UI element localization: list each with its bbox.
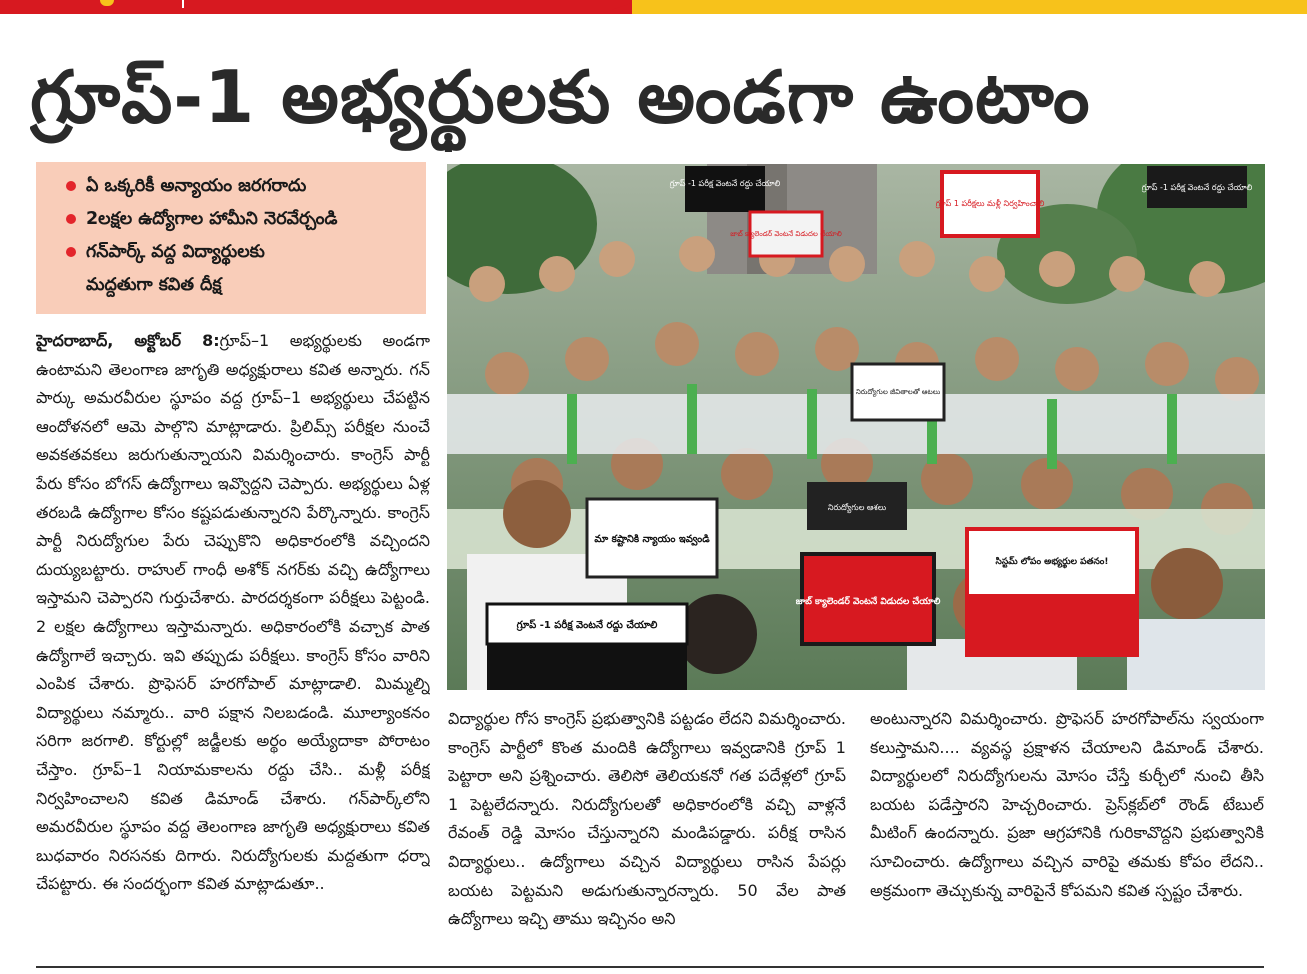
article-column-1	[36, 327, 430, 955]
highlights-box	[36, 162, 426, 314]
highlight-text: మద్దతుగా కవిత దీక్ష	[86, 275, 222, 295]
placard-text: నిరుద్యోగుల జీవితాలతో ఆటలు	[855, 388, 941, 396]
highlight-text: గన్‌పార్క్ వద్ద విద్యార్థులకు	[86, 242, 265, 262]
article-text: అంటున్నారని విమర్శించారు. ప్రొఫెసర్ హరగోపాల్‌ను స్వయంగా కలుస్తామని.... వ్యవస్థ ప్రక్షాళన చేయాలని డిమాండ్ చేశారు. విద్యార్థులలో నిరుద్యోగులను మోసం చేస్తే కుర్చీలో నుంచి తీసి బయట పడేస్తారని హెచ్చరించారు. ప్రెస్‌క్లబ్‌లో రౌండ్ టేబుల్ మీటింగ్ ఉందన్నారు. ప్రజా ఆగ్రహానికి గురికావొద్దని ప్రభుత్వానికి సూచించారు. ఉద్యోగాలు వచ్చిన వారిపై తమకు కోపం లేదని.. అక్రమంగా తెచ్చుకున్న వారిపైనే కోపమని కవిత స్పష్టం చేశారు.	[870, 709, 1264, 900]
placard-text: నిరుద్యోగుల ఆశలు	[827, 503, 887, 512]
news-photo	[447, 164, 1265, 690]
article-column-2	[448, 705, 846, 955]
highlight-item	[66, 236, 408, 269]
highlight-item	[66, 170, 408, 203]
placard-text: గ్రూప్ -1 పరీక్ష వెంటనే రద్దు చేయాలి	[669, 179, 781, 188]
masthead-yellow-band	[632, 0, 1307, 14]
highlight-text: 2లక్షల ఉద్యోగాల హామీని నెరవేర్చండి	[86, 209, 338, 229]
bullet-icon	[66, 247, 76, 257]
placard-text: గ్రూప్ 1 పరీక్షలు మళ్లీ నిర్వహించాలి	[935, 199, 1045, 208]
bottom-rule	[36, 966, 1264, 968]
placard-text: సిస్టమ్ లోపం అభ్యర్థుల పతనం!	[995, 557, 1109, 567]
article-text: విద్యార్థుల గోస కాంగ్రెస్ ప్రభుత్వానికి పట్టడం లేదని విమర్శించారు. కాంగ్రెస్ పార్టీలో కొంత మందికి ఉద్యోగాలు ఇవ్వడానికి గ్రూప్ 1 పెట్టారా అని ప్రశ్నించారు. తెలిసో తెలియకనో గత పదేళ్లలో గ్రూప్ 1 పెట్టలేదన్నారు. నిరుద్యోగులతో అధికారంలోకి వచ్చి వాళ్లనే రేవంత్ రెడ్డి మోసం చేస్తున్నారని మండిపడ్డారు. పరీక్ష రాసిన విద్యార్థులు.. ఉద్యోగాలు వచ్చిన విద్యార్థులు రాసిన పేపర్లు బయట పెట్టమని అడుగుతున్నారన్నారు. 50 వేల పాత ఉద్యోగాలు ఇచ్చి తాము ఇచ్చినం అని	[448, 709, 846, 929]
bullet-icon	[66, 181, 76, 191]
article-text: గ్రూప్–1 అభ్యర్థులకు అండగా ఉంటామని తెలంగాణ జాగృతి అధ్యక్షురాలు కవిత అన్నారు. గన్ పార్కు అమరవీరుల స్థూపం వద్ద గ్రూప్–1 అభ్యర్థులు చేపట్టిన ఆందోళనలో ఆమె పాల్గొని మాట్లాడారు. ప్రిలిమ్స్ పరీక్షల నుంచే అవకతవకలు జరుగుతున్నాయని విమర్శించారు. కాంగ్రెస్ పార్టీ పేరు కోసం బోగస్ ఉద్యోగాలు ఇవ్వొద్దని చెప్పారు. అభ్యర్థులు ఏళ్ల తరబడి ఉద్యోగాల కోసం కష్టపడుతున్నారని పేర్కొన్నారు. కాంగ్రెస్ పార్టీ నిరుద్యోగుల పేరు చెప్పుకొని అధికారంలోకి వచ్చిందని దుయ్యబట్టారు. రాహుల్ గాంధీ అశోక్ నగర్‌కు వచ్చి ఉద్యోగాలు ఇస్తామని చెప్పారని గుర్తుచేశారు. పారదర్శకంగా పరీక్షలు పెట్టండి. 2 లక్షల ఉద్యోగాలు ఇస్తామన్నారు. అధికారంలోకి వచ్చాక పాత ఉద్యోగాలే ఇచ్చారు. ఇవి తప్పుడు పరీక్షలు. కాంగ్రెస్ కోసం వారిని ఎంపిక చేశారు. ప్రొఫెసర్ హరగోపాల్ మాట్లాడాలి. మిమ్మల్ని విద్యార్థులు నమ్మారు.. వారి పక్షాన నిలబడండి. మూల్యాంకనం సరిగా జరగాలి. కోర్టుల్లో జడ్జీలకు అర్థం అయ్యేదాకా పోరాటం చేస్తాం. గ్రూప్–1 నియామకాలను రద్దు చేసి.. మళ్లీ పరీక్ష నిర్వహించాలని కవిత డిమాండ్ చేశారు. గన్‌పార్క్‌లోని అమరవీరుల స్థూపం వద్ద తెలంగాణ జాగృతి అధ్యక్షురాలు కవిత బుధవారం నిరసనకు దిగారు. నిరుద్యోగులకు మద్దతుగా ధర్నా చేపట్టారు. ఈ సందర్భంగా కవిత మాట్లాడుతూ..	[36, 331, 430, 894]
bullet-icon	[66, 214, 76, 224]
placard-text: మా కష్టానికి న్యాయం ఇవ్వండి	[594, 534, 710, 545]
article-column-3	[870, 705, 1264, 955]
highlight-item-continued	[66, 269, 408, 302]
highlight-item	[66, 203, 408, 236]
placard-text: జాబ్ క్యాలెండర్ వెంటనే విడుదల చేయాలి	[795, 597, 941, 607]
masthead-red-band	[0, 0, 640, 14]
protest-photo-illustration	[447, 164, 1265, 690]
masthead-divider	[182, 0, 184, 8]
placard-text: గ్రూప్ -1 పరీక్ష వెంటనే రద్దు చేయాలి	[516, 620, 658, 631]
headline: గ్రూప్-1 అభ్యర్థులకు అండగా ఉంటాం	[30, 55, 1091, 139]
placard-text: గ్రూప్ -1 పరీక్ష వెంటనే రద్దు చేయాలి	[1141, 183, 1253, 192]
placard-text: జాబ్ క్యాలెండర్ వెంటనే విడుదల చేయాలి	[730, 230, 842, 238]
dateline: హైదరాబాద్, అక్టోబర్ 8:	[36, 331, 220, 350]
masthead-bar	[0, 0, 1307, 16]
highlight-text: ఏ ఒక్కరికీ అన్యాయం జరగరాదు	[86, 176, 307, 196]
